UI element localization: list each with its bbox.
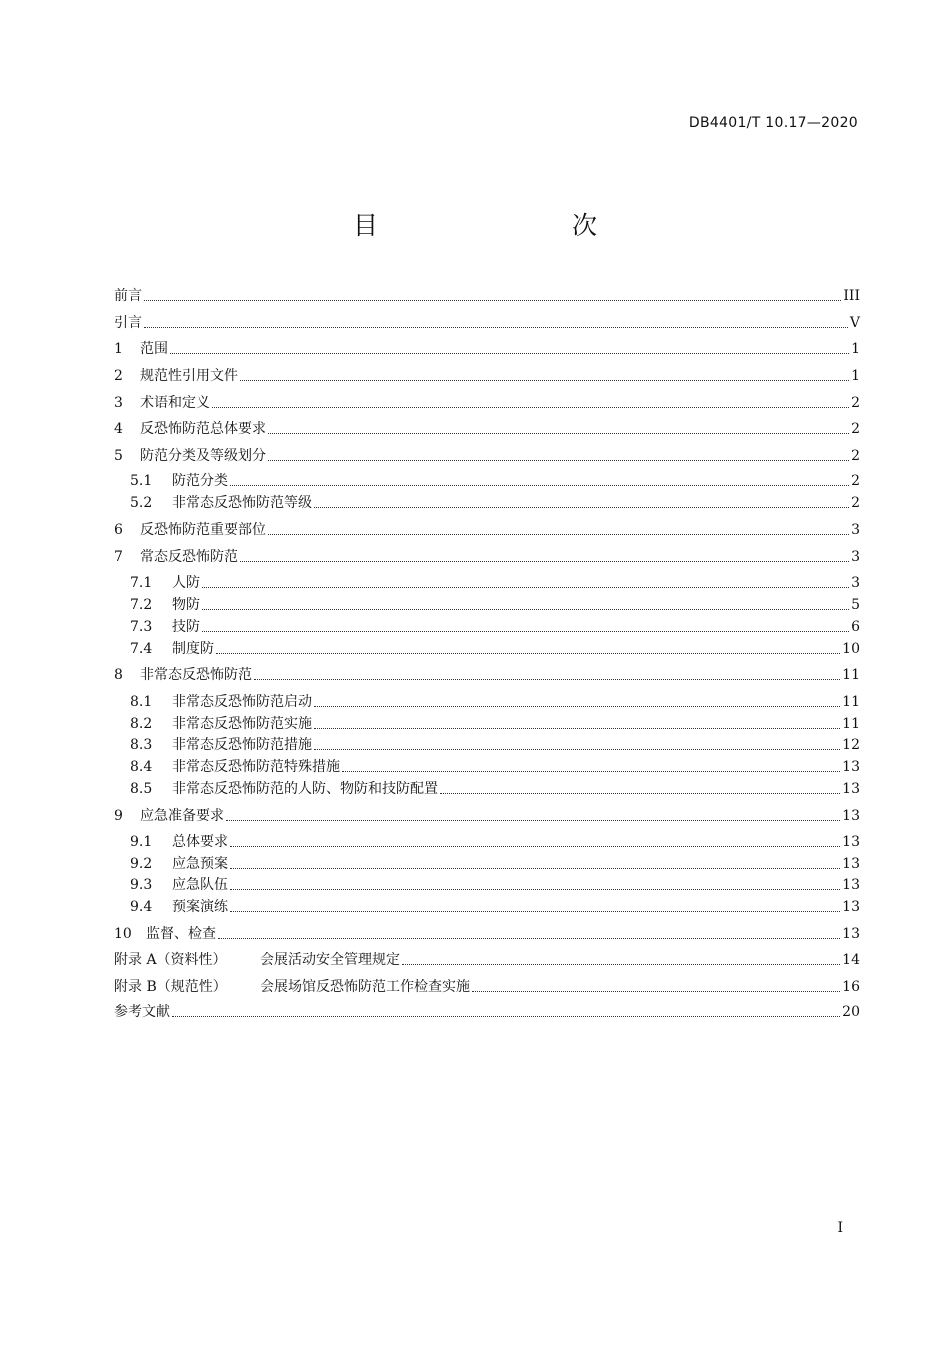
toc-entry-label: 引言 xyxy=(114,315,142,331)
toc-entry[interactable] xyxy=(114,313,860,333)
dot-leader xyxy=(216,652,840,654)
toc-entry-number: 5.2 xyxy=(130,495,153,511)
toc-entry-number: 7.3 xyxy=(130,619,153,635)
toc-entry-label: 非常态反恐怖防范实施 xyxy=(172,716,312,732)
dot-leader xyxy=(342,770,840,772)
toc-entry-page: 11 xyxy=(842,694,860,710)
dot-leader xyxy=(314,705,840,707)
dot-leader xyxy=(314,506,849,508)
toc-entry-page: 2 xyxy=(851,421,860,437)
toc-entry-number: 9.2 xyxy=(130,856,153,872)
toc-entry[interactable] xyxy=(114,924,860,944)
toc-entry-label: 参考文献 xyxy=(114,1004,170,1020)
toc-entry-label: 非常态反恐怖防范措施 xyxy=(172,737,312,753)
toc-entry-label: 预案演练 xyxy=(172,899,228,915)
page-number: I xyxy=(837,1220,843,1236)
toc-entry-page: 16 xyxy=(842,979,860,995)
toc-entry-label: 术语和定义 xyxy=(140,395,210,411)
toc-entry[interactable] xyxy=(114,779,860,799)
toc-entry-label: 制度防 xyxy=(172,641,214,657)
toc-entry-page: 12 xyxy=(842,737,860,753)
toc-entry-number: 7 xyxy=(114,549,123,565)
toc-entry-label: 总体要求 xyxy=(172,834,228,850)
dot-leader xyxy=(170,352,849,354)
toc-entry[interactable] xyxy=(114,735,860,755)
toc-entry-page: 3 xyxy=(851,575,860,591)
toc-entry[interactable] xyxy=(114,832,860,852)
dot-leader xyxy=(240,560,849,562)
toc-entry[interactable] xyxy=(114,446,860,466)
toc-entry[interactable] xyxy=(114,639,860,659)
toc-entry-number: 5.1 xyxy=(130,473,153,489)
toc-title: 目 次 xyxy=(352,211,645,240)
toc-entry-number: 9.3 xyxy=(130,877,153,893)
toc-entry-label: 前言 xyxy=(114,288,142,304)
toc-entry-label: 防范分类及等级划分 xyxy=(140,448,266,464)
toc-entry-number: 8.3 xyxy=(130,737,153,753)
toc-entry[interactable] xyxy=(114,692,860,712)
toc-entry-number: 8 xyxy=(114,667,123,683)
dot-leader xyxy=(218,937,840,939)
toc-entry-number: 8.1 xyxy=(130,694,153,710)
dot-leader xyxy=(314,727,840,729)
toc-entry[interactable] xyxy=(114,366,860,386)
dot-leader xyxy=(268,432,849,434)
toc-entry-label: 非常态反恐怖防范启动 xyxy=(172,694,312,710)
dot-leader xyxy=(202,586,849,588)
toc-entry[interactable] xyxy=(114,493,860,513)
dot-leader xyxy=(472,990,840,992)
dot-leader xyxy=(144,299,841,301)
toc-entry-page: 11 xyxy=(842,667,860,683)
toc-entry[interactable] xyxy=(114,757,860,777)
dot-leader xyxy=(254,678,840,680)
toc-entry-page: 1 xyxy=(851,368,860,384)
toc-entry-label: 人防 xyxy=(172,575,200,591)
toc-entry[interactable] xyxy=(114,950,860,970)
toc-entry-label: 反恐怖防范重要部位 xyxy=(140,522,266,538)
toc-entry[interactable] xyxy=(114,573,860,593)
dot-leader xyxy=(230,845,840,847)
toc-entry[interactable] xyxy=(114,714,860,734)
toc-entry-label: 反恐怖防范总体要求 xyxy=(140,421,266,437)
dot-leader xyxy=(226,819,840,821)
toc-entry-label: 非常态反恐怖防范的人防、物防和技防配置 xyxy=(172,781,438,797)
toc-entry[interactable] xyxy=(114,547,860,567)
toc-entry-label: 非常态反恐怖防范特殊措施 xyxy=(172,759,340,775)
dot-leader xyxy=(440,792,840,794)
toc-entry-number: 4 xyxy=(114,421,123,437)
toc-entry[interactable] xyxy=(114,897,860,917)
toc-entry-number: 附录 B（规范性） xyxy=(114,979,227,995)
dot-leader xyxy=(240,379,849,381)
dot-leader xyxy=(172,1015,840,1017)
toc-entry[interactable] xyxy=(114,665,860,685)
toc-entry-label: 常态反恐怖防范 xyxy=(140,549,238,565)
dot-leader xyxy=(402,963,840,965)
toc-entry-label: 非常态反恐怖防范 xyxy=(140,667,252,683)
toc-entry-page: 2 xyxy=(851,448,860,464)
dot-leader xyxy=(230,888,840,890)
toc-entry-page: 13 xyxy=(842,899,860,915)
toc-entry-page: 13 xyxy=(842,877,860,893)
toc-entry-number: 5 xyxy=(114,448,123,464)
toc-entry[interactable] xyxy=(114,393,860,413)
dot-leader xyxy=(212,406,849,408)
toc-entry-number: 7.1 xyxy=(130,575,153,591)
toc-entry-number: 9.4 xyxy=(130,899,153,915)
toc-entry-number: 10 xyxy=(114,926,132,942)
toc-entry-page: 2 xyxy=(851,495,860,511)
toc-entry-label: 范围 xyxy=(140,341,168,357)
toc-entry-number: 9.1 xyxy=(130,834,153,850)
dot-leader xyxy=(268,459,849,461)
toc-entry-page: 14 xyxy=(842,952,860,968)
dot-leader xyxy=(144,326,848,328)
toc-entry[interactable] xyxy=(114,806,860,826)
dot-leader xyxy=(268,533,849,535)
toc-entry-number: 3 xyxy=(114,395,123,411)
toc-entry-label: 规范性引用文件 xyxy=(140,368,238,384)
toc-entry-number: 1 xyxy=(114,341,123,357)
toc-entry-number: 8.5 xyxy=(130,781,153,797)
toc-entry-page: 2 xyxy=(851,473,860,489)
toc-entry[interactable] xyxy=(114,286,860,306)
toc-entry-number: 7.4 xyxy=(130,641,153,657)
toc-entry-page: V xyxy=(849,315,860,331)
toc-entry-page: 13 xyxy=(842,856,860,872)
toc-entry-label: 监督、检查 xyxy=(146,926,216,942)
toc-entry[interactable] xyxy=(114,875,860,895)
toc-entry-page: 13 xyxy=(842,834,860,850)
toc-entry[interactable] xyxy=(114,1002,860,1022)
toc-entry-number: 6 xyxy=(114,522,123,538)
toc-entry-page: 13 xyxy=(842,926,860,942)
toc-entry-page: 2 xyxy=(851,395,860,411)
toc-entry-page: 6 xyxy=(851,619,860,635)
dot-leader xyxy=(202,608,849,610)
toc-entry[interactable] xyxy=(114,595,860,615)
toc-entry-page: 1 xyxy=(851,341,860,357)
toc-entry[interactable] xyxy=(114,419,860,439)
toc-entry[interactable] xyxy=(114,471,860,491)
toc-entry[interactable] xyxy=(114,339,860,359)
dot-leader xyxy=(230,910,840,912)
dot-leader xyxy=(230,867,840,869)
toc-entry-label: 会展场馆反恐怖防范工作检查实施 xyxy=(260,979,470,995)
toc-entry-number: 8.4 xyxy=(130,759,153,775)
toc-entry-label: 物防 xyxy=(172,597,200,613)
toc-entry-page: 5 xyxy=(851,597,860,613)
toc-entry-label: 应急准备要求 xyxy=(140,808,224,824)
toc-entry-page: 13 xyxy=(842,808,860,824)
toc-entry-page: 3 xyxy=(851,522,860,538)
toc-entry-page: 10 xyxy=(842,641,860,657)
toc-entry-label: 非常态反恐怖防范等级 xyxy=(172,495,312,511)
toc-entry[interactable] xyxy=(114,854,860,874)
toc-entry-number: 9 xyxy=(114,808,123,824)
toc-entry-page: 13 xyxy=(842,781,860,797)
toc-entry[interactable] xyxy=(114,520,860,540)
toc-entry-label: 应急队伍 xyxy=(172,877,228,893)
toc-entry-page: 20 xyxy=(842,1004,860,1020)
toc-entry-label: 会展活动安全管理规定 xyxy=(260,952,400,968)
toc-entry[interactable] xyxy=(114,977,860,997)
toc-entry-number: 7.2 xyxy=(130,597,153,613)
toc-entry-label: 防范分类 xyxy=(172,473,228,489)
toc-entry-number: 8.2 xyxy=(130,716,153,732)
toc-entry-number: 附录 A（资料性） xyxy=(114,952,227,968)
toc-entry-page: III xyxy=(843,288,860,304)
toc-entry-page: 3 xyxy=(851,549,860,565)
toc-entry-label: 技防 xyxy=(172,619,200,635)
toc-entry-page: 13 xyxy=(842,759,860,775)
dot-leader xyxy=(314,748,840,750)
dot-leader xyxy=(202,630,849,632)
document-code: DB4401/T 10.17—2020 xyxy=(688,115,858,131)
toc-entry-label: 应急预案 xyxy=(172,856,228,872)
toc-entry[interactable] xyxy=(114,617,860,637)
toc-entry-number: 2 xyxy=(114,368,123,384)
toc-entry-page: 11 xyxy=(842,716,860,732)
dot-leader xyxy=(230,484,849,486)
